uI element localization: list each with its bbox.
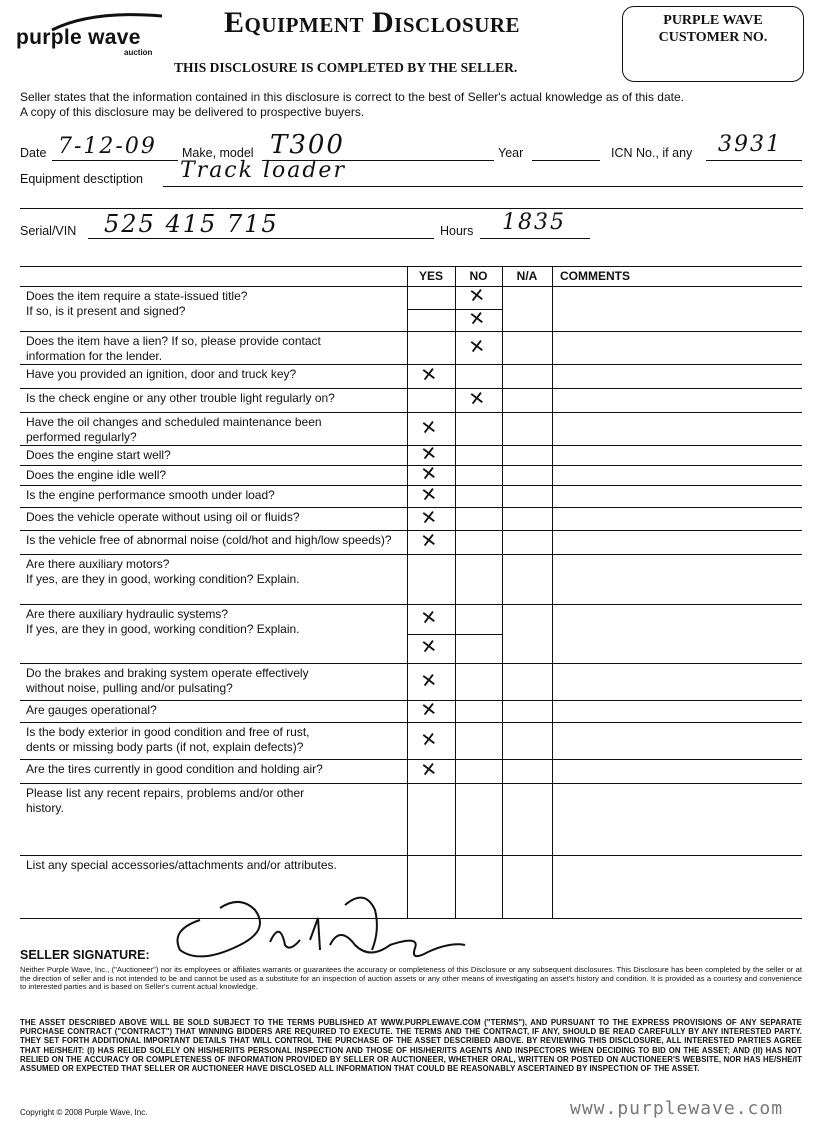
handwritten-x-mark: ✕ [419, 415, 439, 440]
sub-row-divider [407, 309, 502, 310]
year-label: Year [498, 146, 524, 160]
question-line: dents or missing body parts (if not, explain defects)? [26, 740, 304, 754]
table-row-border [20, 663, 802, 664]
table-row-question [26, 725, 403, 755]
question-line: If so, is it present and signed? [26, 304, 186, 318]
handwritten-x-mark: ✕ [419, 482, 439, 508]
terms-text: THE ASSET DESCRIBED ABOVE WILL BE SOLD SUBJECT TO THE TERMS PUBLISHED AT WWW.PURPLEWAVE.COM ("TERMS"), AND PURSUANT TO THE EXPRESS PROVISIONS OF ANY SEPARATE PURCHASE CONTRACT ("CONTRACT") THAT WINNING BIDDERS ARE REQUIRED TO EXECUTE. THE TERMS AND THE CONTRACT, IF ANY, SHOULD BE READ CAREFULLY BY ANY INTERESTED PARTY. THEY SET FORTH ADDITIONAL IMPORTANT DETAILS THAT WILL CONTROL THE PURCHASE OF THE ASSET DESCRIBED ABOVE. BY REVIEWING THIS DISCLOSURE, ALL INTERESTED PARTIES AGREE THAT HE/SHE/IT: (I) HAS RELIED SOLELY ON HIS/HER/ITS PERSONAL INSPECTION AND THOSE OF HIS/HER/ITS AGENTS AND INSPECTORS WHEN DECIDING TO BID ON THE ASSET; AND (II) HAS NOT RELIED ON THE ACCURACY OR COMPLETENESS OF INFORMATION PROVIDED BY SELLER OR AUCTIONEER, WHETHER ORAL, WRITTEN OR POSTED ON AUCTIONEER'S WEBSITE, NOR HAS HE/SHE/IT ASSUMED OR EXPECTED THAT SELLER OR AUCTIONEER HAVE DISCLOSED ALL INFORMATION THAT COULD BE REASONABLY ASCERTAINED BY INSPECTION OF THE ASSET. [20, 1018, 802, 1074]
question-line: Please list any recent repairs, problems and/or other [26, 786, 305, 800]
table-row-question [26, 703, 403, 718]
question-line: Are gauges operational? [26, 703, 157, 717]
question-line: Does the item require a state-issued title? [26, 289, 248, 303]
question-line: Does the item have a lien? If so, please provide contact [26, 334, 321, 348]
description-label: Equipment desctiption [20, 172, 143, 186]
table-row-question [26, 557, 403, 587]
question-line: Does the engine idle well? [26, 468, 167, 482]
sub-row-divider [407, 634, 502, 635]
question-line: Is the body exterior in good condition and free of rust, [26, 725, 310, 739]
page-subtitle: THIS DISCLOSURE IS COMPLETED BY THE SELLER. [174, 60, 518, 75]
table-header-border [20, 286, 802, 287]
date-label: Date [20, 146, 47, 160]
question-line: Is the vehicle free of abnormal noise (cold/hot and high/low speeds)? [26, 533, 392, 547]
question-line: If yes, are they in good, working condition? Explain. [26, 622, 300, 636]
handwritten-x-mark: ✕ [419, 605, 439, 630]
question-line: performed regularly? [26, 430, 137, 444]
table-row-question [26, 367, 403, 382]
handwritten-x-mark: ✕ [419, 757, 439, 783]
signature-label: SELLER SIGNATURE: [20, 948, 150, 962]
logo-subtext: auction [124, 48, 153, 57]
customer-box-line2: CUSTOMER NO. [658, 30, 768, 45]
table-row-border [20, 554, 802, 555]
make-label: Make, model [182, 146, 254, 160]
question-line: Does the vehicle operate without using oil or fluids? [26, 510, 300, 524]
table-row-border [20, 388, 802, 389]
table-row-question [26, 488, 403, 503]
seller-signature [160, 890, 490, 970]
table-row-question [26, 762, 403, 777]
question-line: without noise, pulling and/or pulsating? [26, 681, 233, 695]
handwritten-x-mark: ✕ [467, 306, 486, 331]
table-row-question [26, 415, 403, 445]
date-value: 7-12-09 [58, 134, 157, 159]
handwritten-x-mark: ✕ [419, 635, 439, 660]
table-row-question [26, 666, 403, 696]
handwritten-x-mark: ✕ [419, 505, 439, 530]
question-line: Is the check engine or any other trouble light regularly on? [26, 391, 335, 405]
table-header-na: N/A [516, 269, 538, 283]
table-row-border [20, 759, 802, 760]
question-line: Does the engine start well? [26, 448, 171, 462]
handwritten-x-mark: ✕ [467, 334, 486, 359]
serial-value: 525 415 715 [104, 210, 279, 238]
hours-label: Hours [440, 224, 474, 238]
table-row-question [26, 391, 403, 406]
disclaimer-text: Neither Purple Wave, Inc., ("Auctioneer") nor its employees or affiliates warrants or guarantees the accuracy or completeness of this Disclosure or any subsequent disclosures. This Disclosure has been completed by the seller or at the direction of seller and is not intended to be and cannot be used as a substitute for an inspection of auction assets or any other means of investigating an asset's history and condition. It is provided as a courtesy and convenience to interested parties and is based on Seller's current actual knowledge. [20, 965, 802, 992]
table-row-question [26, 334, 403, 364]
question-line: Is the engine performance smooth under load? [26, 488, 275, 502]
handwritten-x-mark: ✕ [419, 362, 439, 388]
question-line: Are there auxiliary hydraulic systems? [26, 607, 229, 621]
table-row-border [20, 445, 802, 446]
handwritten-x-mark: ✕ [419, 528, 439, 554]
icn-value: 3931 [718, 132, 782, 157]
question-line: history. [26, 801, 64, 815]
handwritten-x-mark: ✕ [419, 668, 439, 693]
handwritten-x-mark: ✕ [419, 441, 439, 467]
handwritten-x-mark: ✕ [419, 461, 439, 487]
handwritten-x-mark: ✕ [467, 386, 486, 412]
table-row-question [26, 468, 403, 483]
table-row-border [20, 855, 802, 856]
table-row-question [26, 786, 403, 816]
table-row-question [26, 607, 403, 637]
question-line: Are there auxiliary motors? [26, 557, 170, 571]
description-value: Track loader [180, 158, 346, 183]
make-value: T300 [270, 130, 345, 160]
table-row-border [20, 604, 802, 605]
table-row-border [20, 530, 802, 531]
handwritten-x-mark: ✕ [467, 284, 486, 309]
table-row-question [26, 533, 403, 548]
table-row-border [20, 485, 802, 486]
icn-label: ICN No., if any [611, 146, 693, 160]
question-line: List any special accessories/attachments and/or attributes. [26, 858, 337, 872]
handwritten-x-mark: ✕ [419, 697, 439, 723]
question-line: information for the lender. [26, 349, 163, 363]
table-header-yes: YES [418, 269, 443, 283]
page-title: Equipment Disclosure [224, 6, 521, 39]
serial-label: Serial/VIN [20, 224, 77, 238]
hours-value: 1835 [502, 210, 566, 235]
table-row-question [26, 510, 403, 525]
website-text: www.purplewave.com [570, 1098, 784, 1119]
copyright-text: Copyright © 2008 Purple Wave, Inc. [20, 1108, 148, 1117]
customer-box-line1: PURPLE WAVE [663, 13, 763, 28]
table-row-border [20, 700, 802, 701]
logo-text: purple wave [16, 26, 141, 49]
table-row-border [20, 331, 802, 332]
question-line: If yes, are they in good, working condition? Explain. [26, 572, 300, 586]
intro-line1: Seller states that the information contained in this disclosure is correct to the best of Seller's actual knowledge as of this date. [20, 90, 684, 104]
table-row-border [20, 412, 802, 413]
table-row-question [26, 289, 403, 319]
table-row-border [20, 364, 802, 365]
table-row-question [26, 858, 403, 873]
intro-line2: A copy of this disclosure may be delivered to prospective buyers. [20, 105, 365, 119]
question-line: Have you provided an ignition, door and truck key? [26, 367, 297, 381]
table-row-question [26, 448, 403, 463]
question-line: Have the oil changes and scheduled maintenance been [26, 415, 322, 429]
table-row-border [20, 722, 802, 723]
table-row-border [20, 783, 802, 784]
table-header-no: NO [469, 269, 488, 283]
handwritten-x-mark: ✕ [419, 727, 439, 752]
table-top-border [20, 266, 802, 267]
question-line: Do the brakes and braking system operate effectively [26, 666, 309, 680]
table-row-border [20, 465, 802, 466]
table-header-comments: COMMENTS [560, 269, 630, 283]
question-line: Are the tires currently in good condition and holding air? [26, 762, 323, 776]
table-row-border [20, 507, 802, 508]
